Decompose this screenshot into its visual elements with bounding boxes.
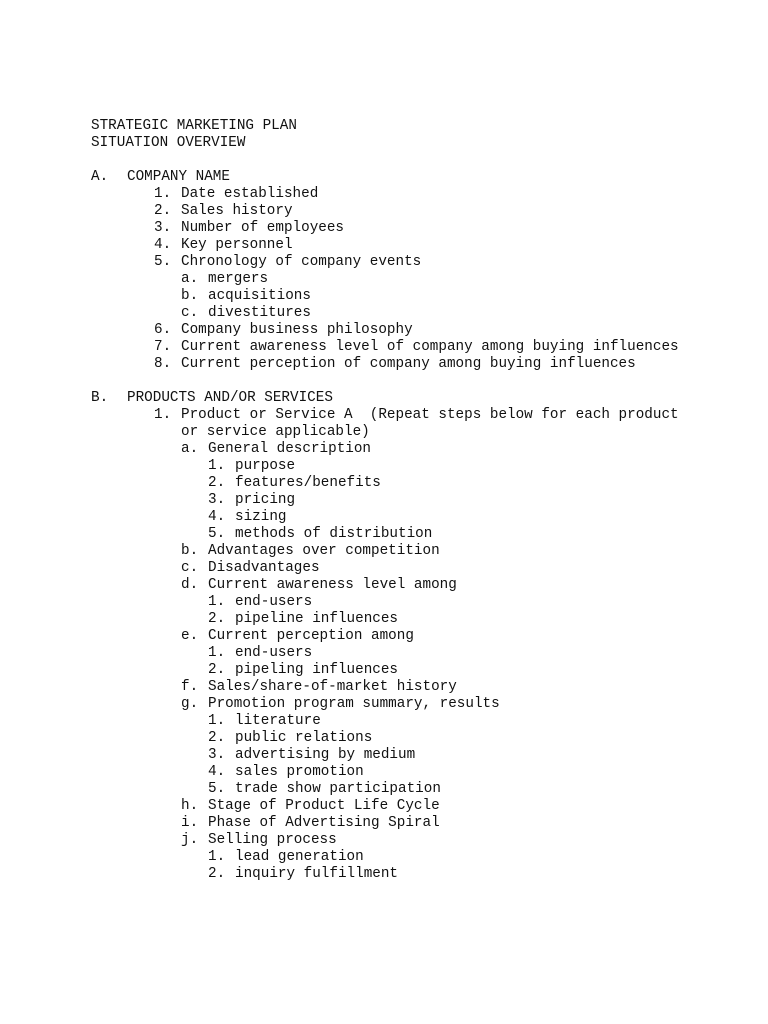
item-number: 2. [208,662,226,678]
outline-item-level-1 [91,237,761,254]
item-number: b. [181,288,199,304]
outline-item-level-1 [91,356,761,373]
item-number: 8. [154,356,172,372]
item-text: purpose [235,458,296,474]
item-number: 2. [208,611,226,627]
item-text: Chronology of company events [181,254,422,270]
item-number: e. [181,628,199,644]
item-text: Company business philosophy [181,322,413,338]
item-text: Date established [181,186,319,202]
outline-item-level-1 [91,203,761,220]
outline-item-level-1 [91,407,761,424]
item-text: Sales history [181,203,293,219]
outline-item-level-3 [91,662,761,679]
outline-item-level-3 [91,764,761,781]
item-number: 2. [208,730,226,746]
item-text: divestitures [208,305,311,321]
item-text: acquisitions [208,288,311,304]
outline-item-level-3 [91,713,761,730]
outline-item-level-2 [91,577,761,594]
item-number: b. [181,543,199,559]
item-text: mergers [208,271,269,287]
item-number: 4. [208,509,226,525]
item-text: pipeline influences [235,611,399,627]
outline-item-level-3 [91,458,761,475]
item-number: 4. [208,764,226,780]
outline-item-level-2 [91,798,761,815]
item-number: d. [181,577,199,593]
outline-item-level-3 [91,611,761,628]
item-text: Phase of Advertising Spiral [208,815,440,831]
item-text: trade show participation [235,781,441,797]
item-number: 1. [208,645,226,661]
outline-item-level-2 [91,679,761,696]
outline-item-level-2 [91,560,761,577]
item-number: f. [181,679,199,695]
item-text: methods of distribution [235,526,433,542]
item-text: Advantages over competition [208,543,440,559]
item-text: pipeling influences [235,662,399,678]
item-text: public relations [235,730,373,746]
outline-item-level-1 [91,186,761,203]
item-text: Current perception of company among buying influences [181,356,636,372]
outline-item-level-3 [91,747,761,764]
section-title: COMPANY NAME [127,169,230,185]
item-number: 2. [154,203,172,219]
item-number: 1. [154,186,172,202]
item-text: literature [235,713,321,729]
item-number: 2. [208,475,226,491]
item-number: i. [181,815,199,831]
item-text: General description [208,441,372,457]
section-label: B. [91,390,109,406]
item-number: 7. [154,339,172,355]
item-text: end-users [235,594,313,610]
outline-item-level-3 [91,645,761,662]
item-number: 3. [208,492,226,508]
item-text: Promotion program summary, results [208,696,500,712]
item-text: sales promotion [235,764,364,780]
spacer [91,373,761,390]
item-text: Product or Service A (Repeat steps below for each product [181,407,679,423]
outline-item-level-2 [91,696,761,713]
item-number: 6. [154,322,172,338]
outline-item-level-3 [91,526,761,543]
item-text: Disadvantages [208,560,320,576]
outline-item-level-3 [91,730,761,747]
item-number: 1. [208,458,226,474]
item-number: 3. [154,220,172,236]
outline-item-level-1 [91,220,761,237]
outline-item-level-2 [91,832,761,849]
doc-subtitle: SITUATION OVERVIEW [91,135,246,151]
item-number: a. [181,271,199,287]
outline-item-level-3 [91,475,761,492]
item-text: Sales/share-of-market history [208,679,457,695]
outline-item-level-2 [91,815,761,832]
item-number: 5. [208,781,226,797]
item-text: lead generation [235,849,364,865]
outline-item-level-1 [91,322,761,339]
item-number: 1. [208,713,226,729]
outline-item-level-3 [91,492,761,509]
item-text: Stage of Product Life Cycle [208,798,440,814]
item-text: Current awareness level among [208,577,457,593]
outline-item-level-1 [91,254,761,271]
item-number: 5. [208,526,226,542]
item-number: 1. [208,594,226,610]
item-number: c. [181,560,199,576]
outline [91,169,761,883]
item-text: pricing [235,492,296,508]
item-text: end-users [235,645,313,661]
item-text: Current awareness level of company among buying influences [181,339,679,355]
outline-item-level-3 [91,781,761,798]
document-body [91,118,761,883]
item-number: j. [181,832,199,848]
item-continuation: or service applicable) [181,424,370,440]
item-number: 2. [208,866,226,882]
item-number: 4. [154,237,172,253]
item-number: g. [181,696,199,712]
doc-title: STRATEGIC MARKETING PLAN [91,118,297,134]
outline-item-level-2 [91,628,761,645]
item-number: 5. [154,254,172,270]
section-title: PRODUCTS AND/OR SERVICES [127,390,333,406]
outline-item-level-1 [91,339,761,356]
section-heading [91,169,761,186]
item-text: features/benefits [235,475,381,491]
item-number: 1. [208,849,226,865]
item-text: advertising by medium [235,747,416,763]
item-text: Selling process [208,832,337,848]
item-number: c. [181,305,199,321]
outline-item-level-3 [91,866,761,883]
outline-item-level-3 [91,849,761,866]
item-text: Current perception among [208,628,414,644]
item-number: h. [181,798,199,814]
item-text: Key personnel [181,237,293,253]
item-number: a. [181,441,199,457]
item-number: 1. [154,407,172,423]
item-number: 3. [208,747,226,763]
section-heading [91,390,761,407]
outline-item-level-2 [91,288,761,305]
outline-item-level-3 [91,594,761,611]
spacer [91,152,761,169]
outline-item-level-2 [91,271,761,288]
item-text: inquiry fulfillment [235,866,399,882]
outline-item-level-2 [91,305,761,322]
item-text: Number of employees [181,220,345,236]
outline-item-level-3 [91,509,761,526]
section-label: A. [91,169,109,185]
outline-item-level-2 [91,543,761,560]
item-text: sizing [235,509,287,525]
outline-item-level-2 [91,441,761,458]
